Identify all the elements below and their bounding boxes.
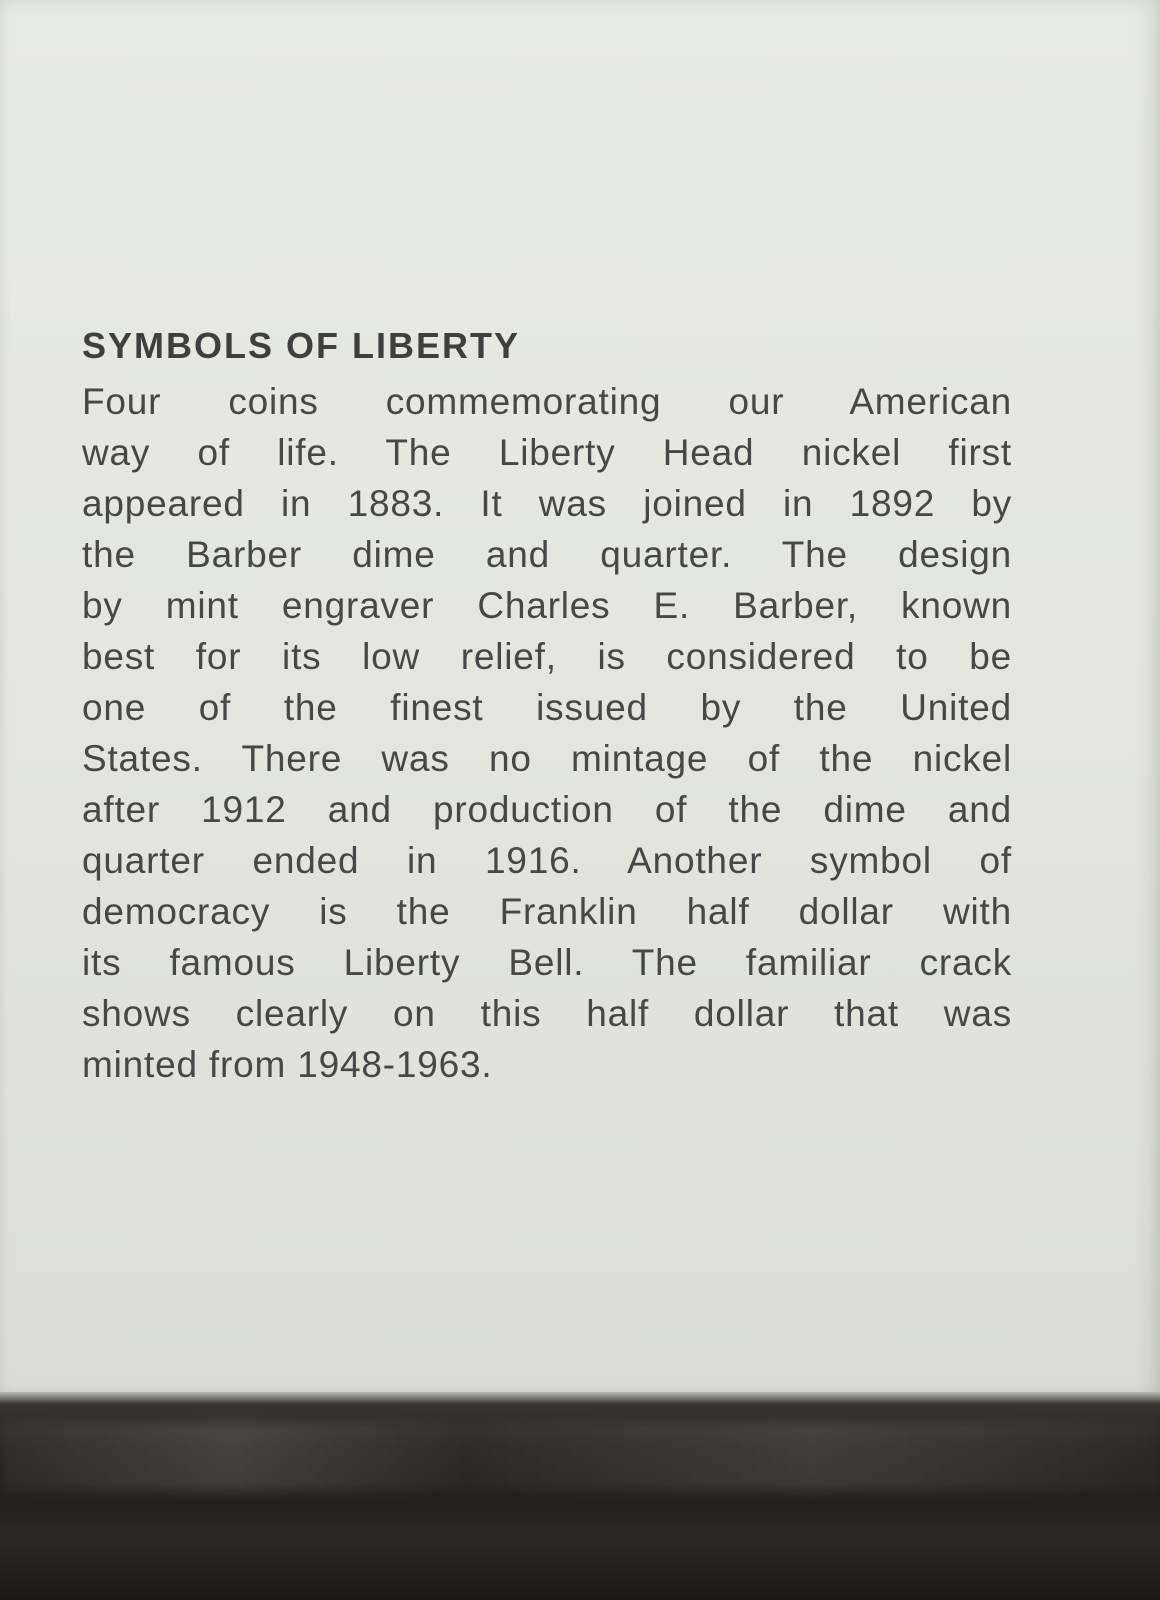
body-line: best for its low relief, is considered to be — [82, 636, 1012, 677]
body-line: after 1912 and production of the dime and — [82, 789, 1012, 830]
body-line: its famous Liberty Bell. The familiar crack — [82, 942, 1012, 983]
holder-reflection — [0, 1422, 1160, 1492]
card-body — [82, 376, 1012, 1090]
body-line: quarter ended in 1916. Another symbol of — [82, 840, 1012, 881]
body-line: way of life. The Liberty Head nickel first — [82, 432, 1012, 473]
body-line: minted from 1948-1963. — [82, 1044, 493, 1085]
body-line: shows clearly on this half dollar that was — [82, 993, 1012, 1034]
card-edge — [0, 1392, 1160, 1404]
body-line: appeared in 1883. It was joined in 1892 by — [82, 483, 1012, 524]
card-title: SYMBOLS OF LIBERTY — [82, 325, 521, 366]
body-line: Four coins commemorating our American — [82, 381, 1012, 422]
body-line: the Barber dime and quarter. The design — [82, 534, 1012, 575]
body-line: States. There was no mintage of the nickel — [82, 738, 1012, 779]
description-text-block — [82, 322, 1012, 1090]
body-line: democracy is the Franklin half dollar with — [82, 891, 1012, 932]
body-line: one of the finest issued by the United — [82, 687, 1012, 728]
body-line: by mint engraver Charles E. Barber, known — [82, 585, 1012, 626]
